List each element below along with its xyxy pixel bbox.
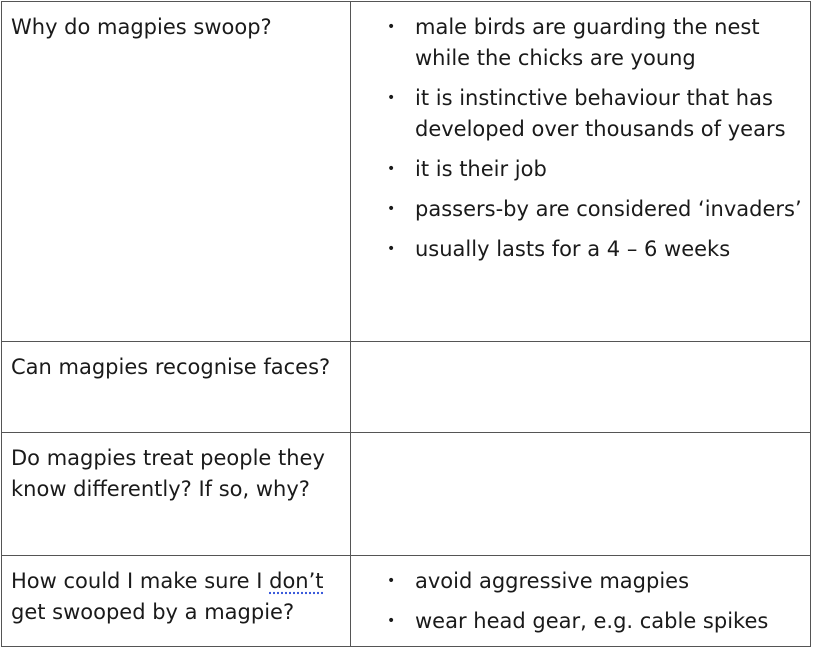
question-text-part: get swooped by a magpie? bbox=[11, 600, 295, 624]
list-item bbox=[351, 234, 810, 265]
answer-cell[interactable] bbox=[351, 433, 811, 556]
list-item bbox=[351, 83, 810, 145]
question-text: Why do magpies swoop? bbox=[11, 15, 272, 39]
list-item bbox=[351, 194, 810, 225]
answer-text: male birds are guarding the nest while the chicks are young bbox=[415, 15, 760, 70]
question-cell[interactable] bbox=[2, 433, 351, 556]
bullet-icon: • bbox=[387, 241, 396, 257]
list-item bbox=[351, 12, 810, 74]
question-cell[interactable] bbox=[2, 556, 351, 647]
question-text-part: How could I make sure I bbox=[11, 569, 270, 593]
bullet-icon: • bbox=[387, 613, 396, 629]
table-row bbox=[2, 433, 811, 556]
answer-cell[interactable] bbox=[351, 2, 811, 342]
answer-cell[interactable] bbox=[351, 342, 811, 433]
list-item bbox=[351, 154, 810, 185]
table-row bbox=[2, 342, 811, 433]
spellcheck-flagged-word[interactable]: don’t bbox=[269, 569, 324, 593]
answer-list bbox=[351, 566, 810, 637]
qa-table bbox=[1, 1, 811, 647]
bullet-icon: • bbox=[387, 19, 396, 35]
answer-cell[interactable] bbox=[351, 556, 811, 647]
answer-text: it is instinctive behaviour that has developed over thousands of years bbox=[415, 86, 786, 141]
list-item bbox=[351, 566, 810, 597]
question-cell[interactable] bbox=[2, 342, 351, 433]
question-text: Do magpies treat people they know differently? If so, why? bbox=[11, 446, 325, 501]
bullet-icon: • bbox=[387, 161, 396, 177]
table-row bbox=[2, 556, 811, 647]
table-row bbox=[2, 2, 811, 342]
bullet-icon: • bbox=[387, 90, 396, 106]
answer-text: wear head gear, e.g. cable spikes bbox=[415, 609, 769, 633]
answer-list bbox=[351, 12, 810, 265]
question-text: Can magpies recognise faces? bbox=[11, 355, 331, 379]
question-cell[interactable] bbox=[2, 2, 351, 342]
answer-text: it is their job bbox=[415, 157, 547, 181]
bullet-icon: • bbox=[387, 201, 396, 217]
list-item bbox=[351, 606, 810, 637]
answer-text: passers-by are considered ‘invaders’ bbox=[415, 197, 802, 221]
answer-text: usually lasts for a 4 – 6 weeks bbox=[415, 237, 731, 261]
answer-text: avoid aggressive magpies bbox=[415, 569, 690, 593]
bullet-icon: • bbox=[387, 573, 396, 589]
